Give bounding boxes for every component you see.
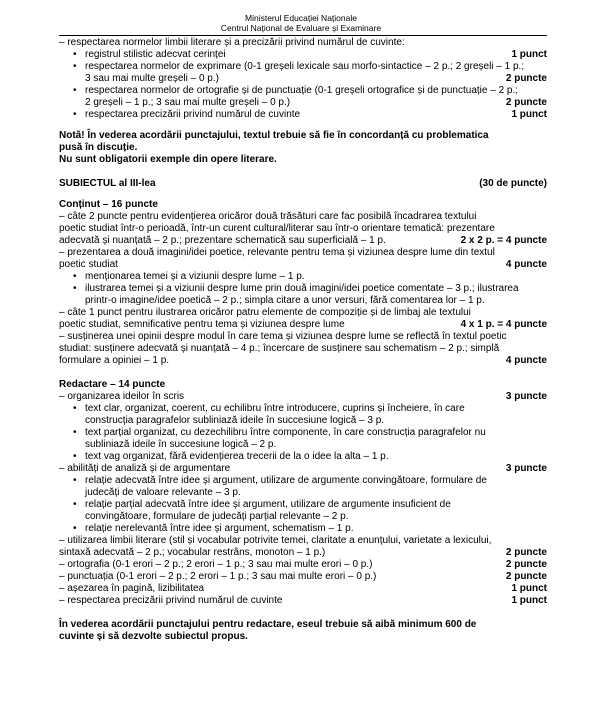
redactare-item-5: – punctuația (0-1 erori – 2 p.; 2 erori – 1 p.; 3 sau mai multe erori – 0 p.) 2 puncte	[59, 571, 547, 582]
redactare-title: Redactare – 14 puncte	[59, 379, 166, 390]
redactare-item-1: – organizarea ideilor în scris 3 puncte	[59, 391, 547, 402]
continut-title: Conținut – 16 puncte	[59, 199, 158, 210]
continut-item-1: – câte 2 puncte pentru evidențierea oricăror două trăsături care fac posibilă încadrarea textului poetic studiat într-o perioadă, într-un curent cultural/literar sau într-o orientare tematică: prezentare adecvată și nuanțată – 2 p.; prezentare schematică sau superficială – 1 p. 2 x 2 p. = 4 puncte	[59, 211, 547, 246]
redactare-item-2: – abilități de analiză și de argumentare 3 puncte	[59, 463, 547, 474]
redactare-item-6: – așezarea în pagină, lizibilitatea 1 punct	[59, 583, 547, 594]
continut-item-4: – susținerea unei opinii despre modul în care tema și viziunea despre lume se reflectă în textul poetic studiat: susținere adecvată și nuanțată – 4 p.; încercare de susținere sau schematism – 2 p.; simplă formulare a opiniei – 1 p. 4 puncte	[59, 331, 547, 366]
redactare-item-1-bullet-3: • text vag organizat, fără evidențierea trecerii de la o idee la alta – 1 p.	[59, 451, 547, 463]
top-intro: – respectarea normelor limbii literare și a precizării privind numărul de cuvinte:	[59, 37, 405, 48]
top-bullet-3: • respectarea normelor de ortografie și de punctuație (0-1 greșeli ortografice și de punctuație – 2 p.; 2 greșeli – 1 p.; 3 sau mai multe greșeli – 0 p.) 2 puncte	[59, 85, 547, 109]
top-bullet-1: • registrul stilistic adecvat cerinței 1 punct	[59, 49, 547, 61]
redactare-item-4: – ortografia (0-1 erori – 2 p.; 2 erori – 1 p.; 3 sau mai multe erori – 0 p.) 2 puncte	[59, 559, 547, 570]
note-concordance: Notă! În vederea acordării punctajului, textul trebuie să fie în concordanță cu problematica pusă în discuție. Nu sunt obligatorii exemple din opere literare.	[59, 130, 489, 165]
redactare-item-3: – utilizarea limbii literare (stil și vocabular potrivite temei, claritate a enunțului, varietate a lexicului, sintaxă adecvată – 2 p.; vocabular restrâns, monoton – 1 p.) 2 puncte	[59, 535, 547, 558]
final-note: În vederea acordării punctajului pentru redactare, eseul trebuie să aibă minimum 600 de cuvinte și să dezvolte subiectul propus.	[59, 619, 477, 642]
redactare-item-7: – respectarea precizării privind numărul de cuvinte 1 punct	[59, 595, 547, 606]
continut-item-2: – prezentarea a două imagini/idei poetice, relevante pentru tema și viziunea despre lume din textul poetic studiat 4 puncte • menționarea temei și a viziunii despre lume – 1 p. • ilustrarea temei și a viziunii despre lume prin două imagini/idei poetice comentate – 3 p.; ilustrarea printr-o imagine/idee poetică – 2 p.; simpla citare a unor versuri, fără comentarea lor – 1 p.	[59, 247, 547, 307]
redactare-item-2-bullet-1: • relație adecvată între idee și argument, utilizare de argumente convingătoare, formulare de judecăți de valoare relevante – 3 p.	[59, 475, 547, 499]
header-center: Centrul Național de Evaluare și Examinare	[220, 23, 382, 33]
redactare-item-1-bullet-1: • text clar, organizat, coerent, cu echilibru între introducere, cuprins și încheiere, în care construcția paragrafelor subliniază ideile în succesiune logică – 3 p.	[59, 403, 547, 427]
redactare-item-2-bullet-3: • relație nerelevantă între idee și argument, schematism – 1 p.	[59, 523, 547, 535]
header-ministry: Ministerul Educației Naționale	[245, 13, 357, 23]
header-divider	[59, 35, 547, 36]
redactare-item-1-bullet-2: • text parțial organizat, cu dezechilibru între componente, în care construcția paragrafelor nu subliniază ideile în succesiune logică – 2 p.	[59, 427, 547, 451]
subject-heading: SUBIECTUL al III-lea (30 de puncte)	[59, 178, 547, 189]
top-bullet-4: • respectarea precizării privind numărul de cuvinte 1 punct	[59, 109, 547, 121]
document-body	[59, 37, 547, 643]
continut-item-3: – câte 1 punct pentru ilustrarea oricăror patru elemente de compoziție și de limbaj ale textului poetic studiat, semnificative pentru tema și viziunea despre lume 4 x 1 p. = 4 puncte	[59, 307, 547, 330]
page-header	[0, 13, 602, 33]
top-bullet-2: • respectarea normelor de exprimare (0-1 greșeli lexicale sau morfo-sintactice – 2 p.; 2 greșeli – 1 p.; 3 sau mai multe greșeli – 0 p.) 2 puncte	[59, 61, 547, 85]
redactare-item-2-bullet-2: • relație parțial adecvată între idee și argument, utilizare de argumente insuficient de convingătoare, formulare de judecăți parțial relevante – 2 p.	[59, 499, 547, 523]
